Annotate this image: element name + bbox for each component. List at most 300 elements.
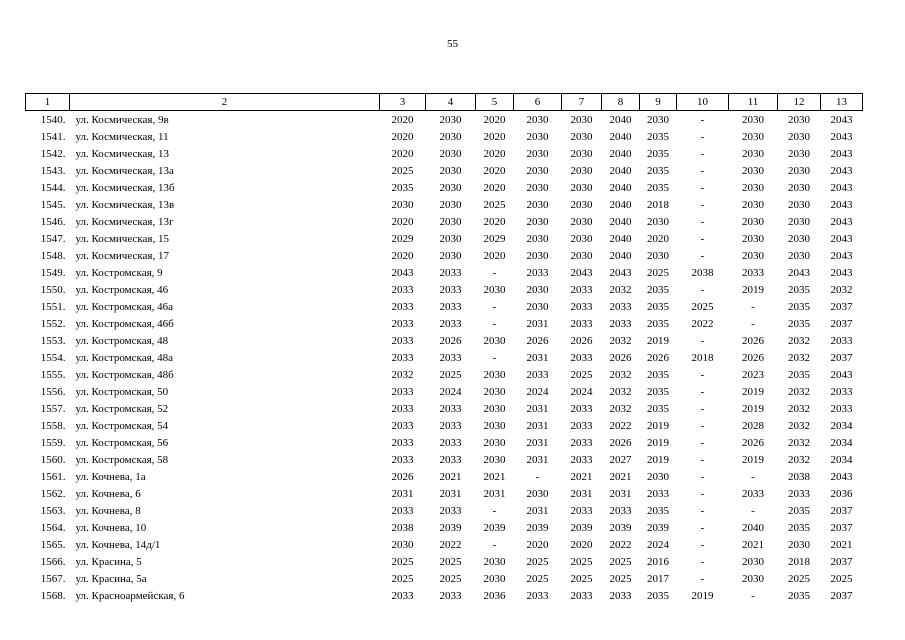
year-cell: 2030	[439, 215, 462, 228]
table-row	[26, 485, 863, 502]
year-cell: 2031	[439, 487, 462, 500]
year-cell: 2038	[691, 266, 714, 279]
column-header: 3	[380, 94, 426, 111]
year-cell: 2033	[439, 266, 462, 279]
year-cell: 2035	[788, 317, 810, 330]
page-number: 55	[447, 38, 458, 50]
year-cell: 2020	[647, 232, 669, 245]
year-cell: 2030	[742, 232, 764, 245]
year-cell: 2021	[570, 470, 593, 483]
table-row	[26, 434, 863, 451]
year-cell: 2030	[483, 385, 506, 398]
year-cell: 2028	[742, 419, 764, 432]
year-cell: 2025	[526, 555, 549, 568]
year-cell: 2033	[570, 436, 593, 449]
year-cell: 2040	[609, 164, 632, 177]
year-cell: 2031	[609, 487, 632, 500]
year-cell: 2043	[830, 164, 853, 177]
year-cell: 2030	[483, 334, 506, 347]
year-cell: -	[700, 572, 705, 585]
row-number: 1544.	[40, 181, 66, 194]
year-cell: 2032	[788, 453, 810, 466]
year-cell: 2032	[609, 385, 632, 398]
year-cell: 2030	[483, 436, 506, 449]
row-number: 1558.	[40, 419, 66, 432]
year-cell: -	[751, 589, 755, 602]
year-cell: 2035	[647, 504, 669, 517]
year-cell: 2020	[391, 215, 414, 228]
year-cell: 2033	[391, 589, 414, 602]
year-cell: -	[700, 521, 705, 534]
year-cell: 2033	[391, 453, 414, 466]
column-header: 5	[476, 94, 514, 111]
year-cell: -	[700, 181, 705, 194]
address-cell: ул. Красноармейская, 6	[75, 589, 185, 602]
row-number: 1561.	[40, 470, 66, 483]
year-cell: 2031	[391, 487, 414, 500]
year-cell: 2038	[788, 470, 810, 483]
year-cell: 2037	[830, 351, 853, 364]
year-cell: 2033	[609, 300, 632, 313]
year-cell: 2033	[609, 504, 632, 517]
year-cell: 2020	[570, 538, 593, 551]
year-cell: 2030	[788, 215, 810, 228]
year-cell: 2030	[570, 113, 593, 126]
table-row	[26, 213, 863, 230]
year-cell: 2033	[570, 283, 593, 296]
year-cell: 2018	[647, 198, 669, 211]
column-header: 7	[562, 94, 602, 111]
year-cell: 2030	[742, 572, 764, 585]
year-cell: 2025	[439, 572, 462, 585]
year-cell: 2030	[570, 232, 593, 245]
year-cell: 2032	[788, 385, 810, 398]
year-cell: 2043	[830, 113, 853, 126]
column-header: 9	[640, 94, 677, 111]
table-row	[26, 570, 863, 587]
year-cell: 2031	[526, 504, 549, 517]
year-cell: 2030	[483, 453, 506, 466]
year-cell: 2030	[439, 198, 462, 211]
address-cell: ул. Красина, 5а	[75, 572, 147, 585]
year-cell: 2035	[647, 317, 669, 330]
year-cell: 2019	[647, 436, 669, 449]
year-cell: 2037	[830, 589, 853, 602]
year-cell: 2025	[788, 572, 810, 585]
year-cell: 2030	[439, 147, 462, 160]
year-cell: -	[700, 198, 705, 211]
year-cell: 2020	[483, 164, 506, 177]
year-cell: 2022	[691, 317, 714, 330]
address-cell: ул. Костромская, 46	[75, 283, 169, 296]
address-cell: ул. Костромская, 48	[75, 334, 169, 347]
year-cell: 2040	[609, 232, 632, 245]
year-cell: 2040	[609, 249, 632, 262]
year-cell: 2030	[526, 181, 549, 194]
address-cell: ул. Красина, 5	[75, 555, 142, 568]
year-cell: 2043	[830, 232, 853, 245]
year-cell: 2019	[647, 334, 669, 347]
year-cell: 2039	[526, 521, 549, 534]
address-cell: ул. Костромская, 54	[75, 419, 169, 432]
year-cell: 2031	[526, 351, 549, 364]
year-cell: 2043	[830, 249, 853, 262]
row-number: 1553.	[40, 334, 66, 347]
year-cell: 2040	[609, 130, 632, 143]
year-cell: 2030	[788, 232, 810, 245]
year-cell: 2030	[742, 164, 764, 177]
year-cell: 2025	[647, 266, 669, 279]
year-cell: 2016	[647, 555, 669, 568]
year-cell: 2030	[788, 130, 810, 143]
address-cell: ул. Костромская, 9	[75, 266, 163, 279]
year-cell: 2039	[439, 521, 462, 534]
year-cell: 2033	[439, 317, 462, 330]
table-row	[26, 349, 863, 366]
year-cell: 2033	[570, 419, 593, 432]
table-row	[26, 247, 863, 264]
year-cell: 2026	[609, 351, 632, 364]
year-cell: 2032	[609, 368, 632, 381]
year-cell: 2032	[609, 402, 632, 415]
year-cell: 2033	[391, 300, 414, 313]
row-number: 1560.	[40, 453, 66, 466]
table-row	[26, 264, 863, 281]
year-cell: 2035	[647, 300, 669, 313]
column-header: 6	[514, 94, 562, 111]
year-cell: 2035	[647, 147, 669, 160]
year-cell: 2020	[483, 181, 506, 194]
year-cell: 2035	[788, 589, 810, 602]
year-cell: -	[700, 470, 705, 483]
year-cell: 2033	[439, 504, 462, 517]
address-cell: ул. Кочнева, 14д/1	[75, 538, 161, 551]
year-cell: 2030	[647, 470, 669, 483]
year-cell: 2033	[742, 266, 764, 279]
year-cell: 2030	[483, 572, 506, 585]
year-cell: 2033	[391, 504, 414, 517]
year-cell: 2040	[609, 181, 632, 194]
year-cell: 2030	[742, 215, 764, 228]
address-cell: ул. Космическая, 13г	[75, 215, 174, 228]
year-cell: 2030	[788, 538, 810, 551]
year-cell: -	[751, 470, 755, 483]
year-cell: 2030	[439, 164, 462, 177]
year-cell: 2030	[483, 368, 506, 381]
year-cell: 2030	[483, 283, 506, 296]
year-cell: 2027	[609, 453, 632, 466]
year-cell: 2024	[570, 385, 593, 398]
year-cell: 2030	[788, 113, 810, 126]
year-cell: 2033	[570, 453, 593, 466]
header-row	[26, 94, 863, 111]
year-cell: -	[492, 504, 497, 517]
year-cell: -	[700, 368, 705, 381]
year-cell: 2019	[742, 283, 764, 296]
address-cell: ул. Костромская, 48б	[75, 368, 174, 381]
year-cell: 2043	[570, 266, 593, 279]
year-cell: 2030	[439, 113, 462, 126]
year-cell: -	[700, 164, 705, 177]
year-cell: 2033	[391, 402, 414, 415]
year-cell: 2019	[742, 453, 764, 466]
year-cell: -	[751, 300, 755, 313]
year-cell: -	[700, 402, 705, 415]
year-cell: 2032	[830, 283, 853, 296]
year-cell: 2040	[609, 198, 632, 211]
year-cell: 2037	[830, 504, 853, 517]
column-header: 8	[602, 94, 640, 111]
table-row	[26, 230, 863, 247]
column-header: 2	[70, 94, 380, 111]
row-number: 1556.	[40, 385, 66, 398]
year-cell: 2021	[742, 538, 764, 551]
year-cell: 2035	[647, 181, 669, 194]
year-cell: 2034	[830, 453, 853, 466]
year-cell: 2020	[483, 113, 506, 126]
year-cell: 2030	[526, 113, 549, 126]
year-cell: 2025	[691, 300, 714, 313]
year-cell: -	[700, 113, 705, 126]
row-number: 1548.	[40, 249, 66, 262]
year-cell: 2033	[570, 351, 593, 364]
year-cell: 2030	[788, 249, 810, 262]
year-cell: 2039	[647, 521, 669, 534]
row-number: 1546.	[40, 215, 66, 228]
year-cell: 2031	[526, 453, 549, 466]
year-cell: 2019	[647, 419, 669, 432]
year-cell: -	[700, 419, 705, 432]
address-cell: ул. Кочнева, 6	[75, 487, 141, 500]
year-cell: 2022	[609, 419, 632, 432]
year-cell: 2043	[830, 198, 853, 211]
table-row	[26, 332, 863, 349]
year-cell: -	[700, 249, 705, 262]
year-cell: 2025	[570, 555, 593, 568]
row-number: 1555.	[40, 368, 66, 381]
address-cell: ул. Костромская, 48а	[75, 351, 174, 364]
address-cell: ул. Космическая, 9в	[75, 113, 169, 126]
year-cell: 2043	[830, 147, 853, 160]
year-cell: 2032	[609, 283, 632, 296]
table-row	[26, 468, 863, 485]
table-row	[26, 366, 863, 383]
year-cell: 2030	[483, 555, 506, 568]
year-cell: 2030	[526, 164, 549, 177]
year-cell: 2035	[647, 589, 669, 602]
year-cell: 2037	[830, 521, 853, 534]
year-cell: -	[700, 232, 705, 245]
year-cell: 2033	[439, 589, 462, 602]
column-header: 4	[426, 94, 476, 111]
year-cell: 2039	[609, 521, 632, 534]
table-row	[26, 383, 863, 400]
year-cell: 2018	[788, 555, 810, 568]
row-number: 1554.	[40, 351, 66, 364]
year-cell: 2035	[788, 283, 810, 296]
year-cell: 2033	[570, 300, 593, 313]
year-cell: 2036	[483, 589, 506, 602]
column-header: 11	[729, 94, 778, 111]
year-cell: 2033	[526, 266, 549, 279]
table-row	[26, 111, 863, 129]
year-cell: 2030	[647, 215, 669, 228]
year-cell: 2043	[391, 266, 414, 279]
table-row	[26, 162, 863, 179]
row-number: 1552.	[40, 317, 66, 330]
row-number: 1563.	[40, 504, 66, 517]
year-cell: 2030	[742, 249, 764, 262]
year-cell: 2025	[391, 164, 414, 177]
year-cell: 2033	[391, 317, 414, 330]
year-cell: 2033	[391, 334, 414, 347]
year-cell: 2033	[609, 317, 632, 330]
year-cell: -	[700, 283, 705, 296]
column-header: 10	[677, 94, 729, 111]
year-cell: 2043	[830, 470, 853, 483]
row-number: 1557.	[40, 402, 66, 415]
year-cell: 2033	[742, 487, 764, 500]
year-cell: 2032	[788, 419, 810, 432]
year-cell: 2039	[483, 521, 506, 534]
year-cell: 2033	[830, 402, 853, 415]
year-cell: 2033	[439, 300, 462, 313]
year-cell: 2040	[742, 521, 764, 534]
year-cell: 2033	[830, 334, 853, 347]
year-cell: 2025	[609, 572, 632, 585]
year-cell: 2035	[788, 300, 810, 313]
year-cell: 2030	[391, 198, 414, 211]
year-cell: 2030	[647, 249, 669, 262]
table-row	[26, 417, 863, 434]
year-cell: 2030	[570, 215, 593, 228]
year-cell: 2030	[788, 164, 810, 177]
table-body	[26, 111, 863, 605]
year-cell: 2030	[788, 147, 810, 160]
year-cell: 2033	[439, 283, 462, 296]
year-cell: 2033	[439, 419, 462, 432]
year-cell: 2040	[609, 215, 632, 228]
year-cell: 2030	[788, 181, 810, 194]
year-cell: -	[492, 351, 497, 364]
year-cell: 2033	[788, 487, 810, 500]
year-cell: 2035	[647, 368, 669, 381]
year-cell: 2030	[439, 130, 462, 143]
year-cell: 2025	[570, 368, 593, 381]
year-cell: 2030	[483, 419, 506, 432]
year-cell: -	[492, 317, 497, 330]
year-cell: 2043	[830, 368, 853, 381]
year-cell: 2033	[391, 419, 414, 432]
row-number: 1567.	[40, 572, 66, 585]
year-cell: 2030	[391, 538, 414, 551]
column-header: 13	[821, 94, 863, 111]
address-cell: ул. Космическая, 13	[75, 147, 169, 160]
year-cell: 2035	[788, 521, 810, 534]
year-cell: 2043	[830, 181, 853, 194]
year-cell: 2030	[526, 487, 549, 500]
year-cell: 2043	[788, 266, 810, 279]
address-cell: ул. Космическая, 13в	[75, 198, 175, 211]
table-row	[26, 315, 863, 332]
year-cell: -	[492, 300, 497, 313]
year-cell: 2030	[526, 232, 549, 245]
year-cell: 2019	[742, 402, 764, 415]
year-cell: 2035	[647, 385, 669, 398]
year-cell: 2032	[788, 334, 810, 347]
year-cell: 2033	[439, 453, 462, 466]
year-cell: 2021	[609, 470, 632, 483]
year-cell: -	[535, 470, 540, 483]
year-cell: 2030	[570, 249, 593, 262]
table-row	[26, 502, 863, 519]
year-cell: 2030	[742, 130, 764, 143]
year-cell: 2020	[483, 249, 506, 262]
year-cell: 2030	[439, 181, 462, 194]
year-cell: 2030	[439, 232, 462, 245]
year-cell: 2025	[391, 572, 414, 585]
table-row	[26, 128, 863, 145]
year-cell: 2020	[483, 215, 506, 228]
column-header: 1	[26, 94, 70, 111]
year-cell: 2020	[391, 249, 414, 262]
address-cell: ул. Костромская, 52	[75, 402, 169, 415]
address-cell: ул. Космическая, 17	[75, 249, 169, 262]
year-cell: 2035	[647, 283, 669, 296]
table-row	[26, 196, 863, 213]
year-cell: 2032	[788, 351, 810, 364]
year-cell: -	[492, 266, 497, 279]
year-cell: 2031	[526, 436, 549, 449]
address-cell: ул. Костромская, 56	[75, 436, 169, 449]
year-cell: 2035	[788, 368, 810, 381]
address-cell: ул. Костромская, 46а	[75, 300, 174, 313]
address-cell: ул. Костромская, 50	[75, 385, 169, 398]
year-cell: 2030	[742, 147, 764, 160]
table-row	[26, 400, 863, 417]
year-cell: 2025	[609, 555, 632, 568]
year-cell: 2033	[647, 487, 669, 500]
address-cell: ул. Кочнева, 8	[75, 504, 141, 517]
year-cell: 2020	[526, 538, 549, 551]
year-cell: 2030	[570, 198, 593, 211]
year-cell: 2030	[526, 130, 549, 143]
year-cell: 2030	[742, 198, 764, 211]
year-cell: 2025	[439, 368, 462, 381]
year-cell: -	[700, 436, 705, 449]
year-cell: 2020	[391, 130, 414, 143]
year-cell: 2019	[742, 385, 764, 398]
table-row	[26, 587, 863, 604]
year-cell: 2036	[830, 487, 853, 500]
year-cell: -	[700, 504, 705, 517]
address-cell: ул. Космическая, 13б	[75, 181, 175, 194]
row-number: 1565.	[40, 538, 66, 551]
year-cell: 2040	[609, 147, 632, 160]
year-cell: 2026	[647, 351, 669, 364]
year-cell: -	[700, 487, 705, 500]
year-cell: 2032	[391, 368, 414, 381]
table-row	[26, 298, 863, 315]
year-cell: 2020	[391, 147, 414, 160]
year-cell: 2030	[570, 181, 593, 194]
year-cell: 2033	[391, 351, 414, 364]
year-cell: 2030	[570, 147, 593, 160]
year-cell: 2030	[526, 249, 549, 262]
year-cell: 2030	[483, 402, 506, 415]
address-cell: ул. Костромская, 46б	[75, 317, 174, 330]
year-cell: 2025	[483, 198, 506, 211]
